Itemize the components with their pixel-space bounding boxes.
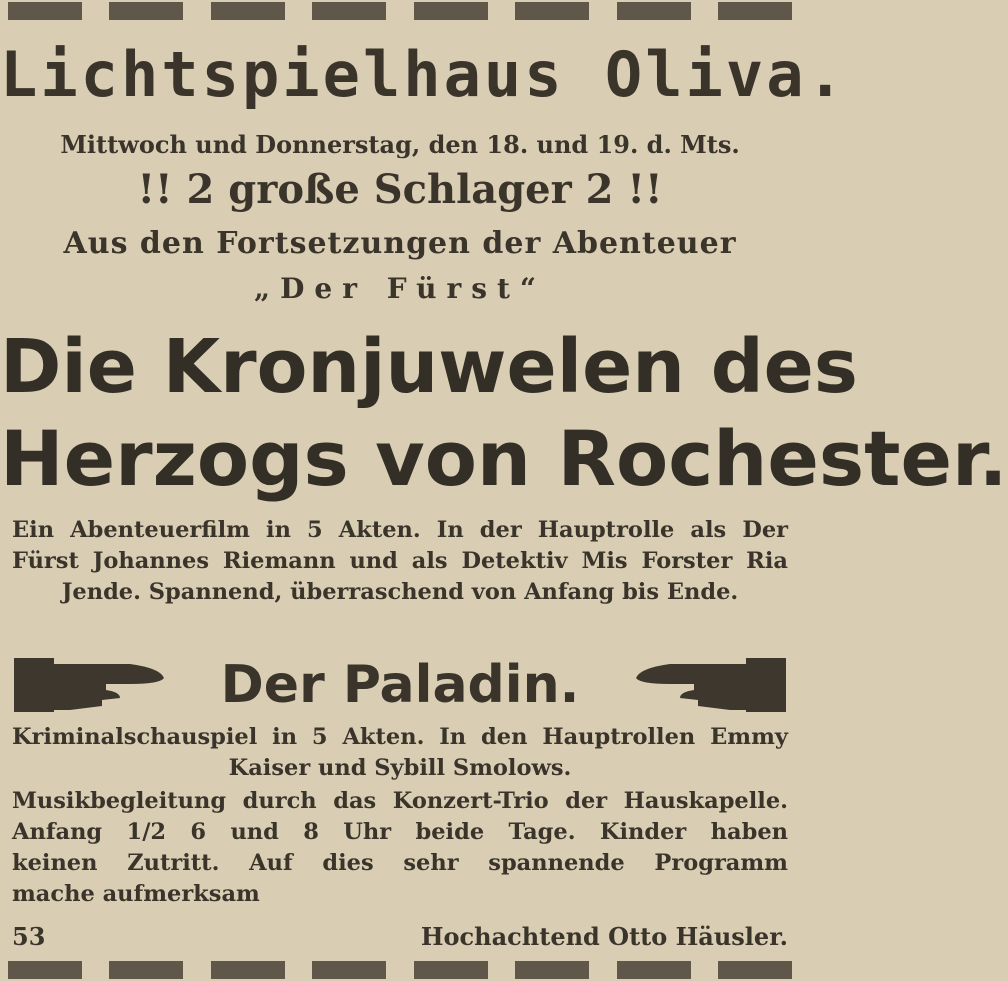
series-line: Aus den Fortsetzungen der Abenteuer [63,226,737,261]
series-name: „Der Fürst“ [254,272,546,305]
film1-title-line2: Herzogs von Rochester. [0,414,1008,503]
promo-line: !! 2 große Schlager 2 !! [137,166,663,213]
notes-line-3: keinen Zutritt. Auf dies sehr spannende Programm [12,850,788,876]
notes-line-2: Anfang 1/2 6 und 8 Uhr beide Tage. Kinder haben [12,819,788,845]
pointing-hand-left-icon [630,650,790,720]
film1-description: Ein Abenteuerfilm in 5 Akten. In der Hauptrolle als Der Fürst Johannes Riemann und als Detektiv Mis Forster Ria Jende. Spannend, überraschend von Anfang bis Ende. [12,517,788,605]
top-border [0,0,800,22]
ad-number: 53 [12,922,46,951]
notes-line-1: Musikbegleitung durch das Konzert-Trio der Hauskapelle. [12,788,788,814]
film1-title-line1: Die Kronjuwelen des [0,324,858,410]
film2-description: Kriminalschauspiel in 5 Akten. In den Hauptrollen Emmy Kaiser und Sybill Smolows. [12,724,788,781]
signature: Hochachtend Otto Häusler. [420,922,788,951]
film2-heading [10,645,790,725]
footer [12,922,788,951]
program-notes [12,786,788,910]
bottom-border [0,959,800,981]
cinema-title: Lichtspielhaus Oliva. [0,38,847,111]
dates-line: Mittwoch und Donnerstag, den 18. und 19. d. Mts. [60,130,740,159]
notes-line-4: mache aufmerksam [12,881,260,907]
film2-title: Der Paladin. [220,655,580,715]
pointing-hand-right-icon [10,650,170,720]
